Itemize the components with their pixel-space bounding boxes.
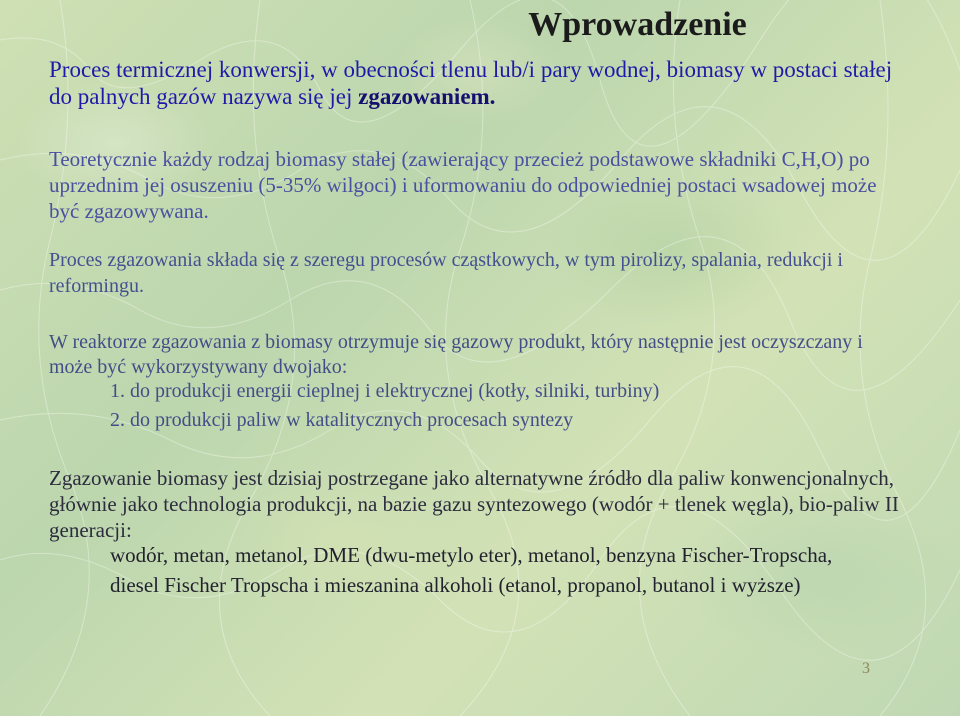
emphasis-term: zgazowaniem. (358, 84, 496, 109)
list-item: 2. do produkcji paliw w katalitycznych procesach syntezy (110, 409, 574, 431)
paragraph-alternative: Zgazowanie biomasy jest dzisiaj postrzegane jako alternatywne źródło dla paliw konwencjonalnych, głównie jako technologia produkcji, na bazie gazu syntezowego (wodór + tlenek węgla), bio-paliw II generacji: (49, 466, 899, 542)
page-number: 3 (862, 660, 870, 677)
paragraph-feedstock: Teoretycznie każdy rodzaj biomasy stałej (zawierający przecież podstawowe składniki C,H,O) po uprzednim jej osuszeniu (5-35% wilgoci) i uformowaniu do odpowiedniej postaci wsadowej może być zgazowywana. (49, 147, 877, 223)
paragraph-fuels: wodór, metan, metanol, DME (dwu-metylo eter), metanol, benzyna Fischer-Tropscha, diesel Fischer Tropscha i mieszanina alkoholi (etanol, propanol, butanol i wyższe) (110, 543, 833, 597)
intro-paragraph: Proces termicznej konwersji, w obecności tlenu lub/i pary wodnej, biomasy w postaci stałej do palnych gazów nazywa się jej zgazowaniem. (49, 57, 893, 109)
paragraph-subprocesses: Proces zgazowania składa się z szeregu procesów cząstkowych, w tym pirolizy, spalania, redukcji i reformingu. (49, 249, 843, 297)
paragraph-reactor: W reaktorze zgazowania z biomasy otrzymuje się gazowy produkt, który następnie jest oczyszczany i może być wykorzystywany dwojako: (49, 331, 863, 378)
list-item: 1. do produkcji energii cieplnej i elektrycznej (kotły, silniki, turbiny) (110, 380, 660, 402)
slide-title: Wprowadzenie (528, 6, 747, 43)
